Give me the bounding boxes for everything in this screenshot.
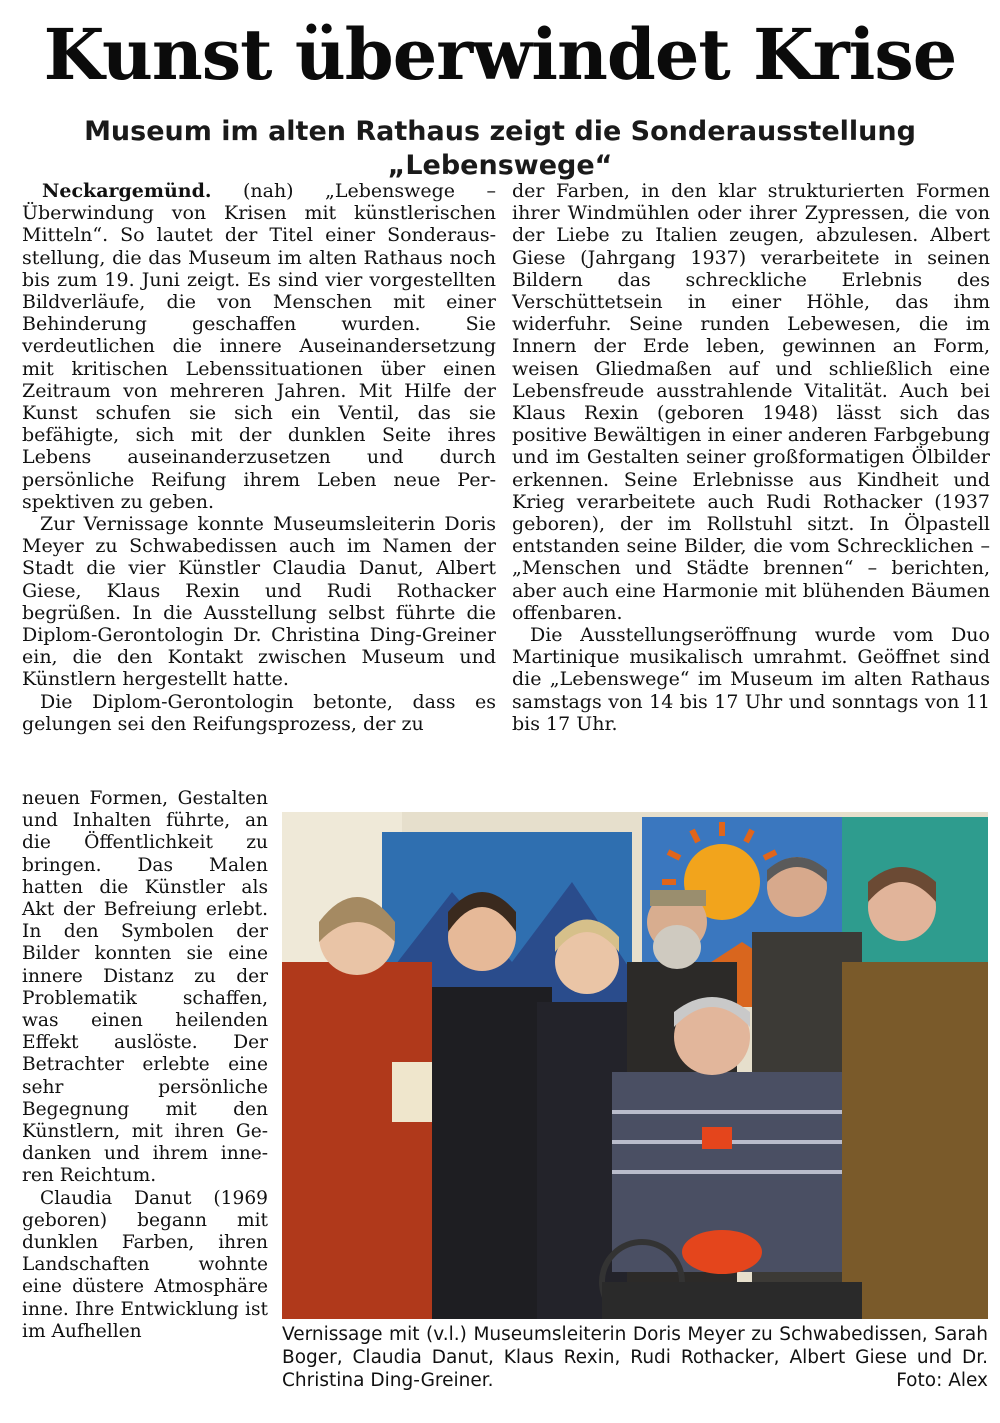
paragraph-1-text: (nah) „Lebenswege – Überwindung von Krisen mit künstlerischen Mitteln“. So lautet der Titel einer Sonderausstellung, die das Museum im alten Rathaus noch bis zum 19. Juni zeigt. Es sind vier vorgestellten Bildverläufe, die von Menschen mit einer Behinderung geschaffen wurden. Sie verdeutlichen die innere Auseinandersetzung mit kritischen Lebenssituationen über einen Zeitraum von mehreren Jahren. Mit Hilfe der Kunst schufen sie sich ein Ventil, das sie befähigte, sich mit der dunklen Seite ihres Lebens auseinanderzusetzen und durch persönliche Reifung ihrem Leben neue Perspektiven zu geben. (22, 180, 496, 513)
group-photo (282, 812, 988, 1319)
column-narrow (22, 788, 268, 1343)
photo-credit: Foto: Alex (896, 1370, 988, 1391)
paragraph-3-continued: neuen Formen, Gestalten und Inhalten führte, an die Öffentlichkeit zu bringen. Das Malen hatten die Künstler als Akt der Befreiung erlebt. In den Symbolen der Bilder konnten sie eine innere Distanz zu der Problematik schaffen, was einen heilenden Effekt auslöste. Der Betrachter erlebte eine sehr persönliche Begegnung mit den Künstlern, mit ihren Gedanken und ihrem inneren Reichtum. (22, 788, 268, 1187)
paragraph-4-continued: der Farben, in den klar strukturierten Formen ihrer Windmühlen oder ihrer Zypressen, die von der Liebe zu Italien zeugen, abzulesen. Albert Giese (Jahrgang 1937) verarbeitete in seinen Bildern das schreckliche Erlebnis des Verschüttetsein in einer Höhle, das ihm widerfuhr. Seine runden Lebewesen, die im Innern der Erde leben, gewinnen an Form, weisen Gliedmaßen auf und schließlich eine Lebensfreude ausstrahlende Vitalität. Auch bei Klaus Rexin (geboren 1948) lässt sich das positive Bewältigen in einer anderen Farbgebung und im Gestalten seiner großformatigen Ölbilder erkennen. Seine Erlebnisse aus Kindheit und Krieg verarbeitete auch Rudi Rothacker (1937 geboren), der im Rollstuhl sitzt. In Ölpastell entstanden seine Bilder, die vom Schrecklichen – „Menschen und Städte brennen“ – berichten, aber auch eine Harmonie mit blühenden Bäumen offenbaren. (512, 180, 990, 624)
dateline: Neckargemünd. (42, 180, 212, 202)
paragraph-4: Claudia Danut (1969 geboren) begann mit dunklen Farben, ihren Landschaften wohnte eine düstere Atmosphäre inne. Ihre Entwicklung ist im Aufhellen (22, 1187, 268, 1342)
headline: Kunst überwindet Krise (43, 13, 957, 96)
paragraph-1 (22, 180, 496, 513)
photo-caption (282, 1323, 988, 1392)
paragraph-3: Die Diplom-Gerontologin betonte, dass es gelungen sei den Reifungsprozess, der zu (22, 690, 496, 735)
caption-text: Vernissage mit (v.l.) Museumsleiterin Doris Meyer zu Schwabedissen, Sarah Boger, Claudia Danut, Klaus Rexin, Rudi Rothacker, Albert Giese und Dr. Christina Ding-Greiner. (282, 1324, 988, 1391)
paragraph-2: Zur Vernissage konnte Museumsleiterin Doris Meyer zu Schwabedissen auch im Namen der Stadt die vier Künstler Claudia Danut, Albert Giese, Klaus Rexin und Rudi Rothacker begrüßen. In die Ausstellung selbst führte die Diplom-Gerontologin Dr. Christina Ding-Greiner ein, die den Kontakt zwischen Museum und Künstlern hergestellt hatte. (22, 513, 496, 691)
paragraph-5: Die Ausstellungseröffnung wurde vom Duo Martinique musikalisch umrahmt. Geöffnet sind die „Lebenswege“ im Museum im alten Rathaus samstags von 14 bis 17 Uhr und sonntags von 11 bis 17 Uhr. (512, 624, 990, 735)
subheadline: Museum im alten Rathaus zeigt die Sonderausstellung „Lebenswege“ (84, 116, 916, 181)
column-left (22, 180, 496, 735)
column-right (512, 180, 990, 735)
